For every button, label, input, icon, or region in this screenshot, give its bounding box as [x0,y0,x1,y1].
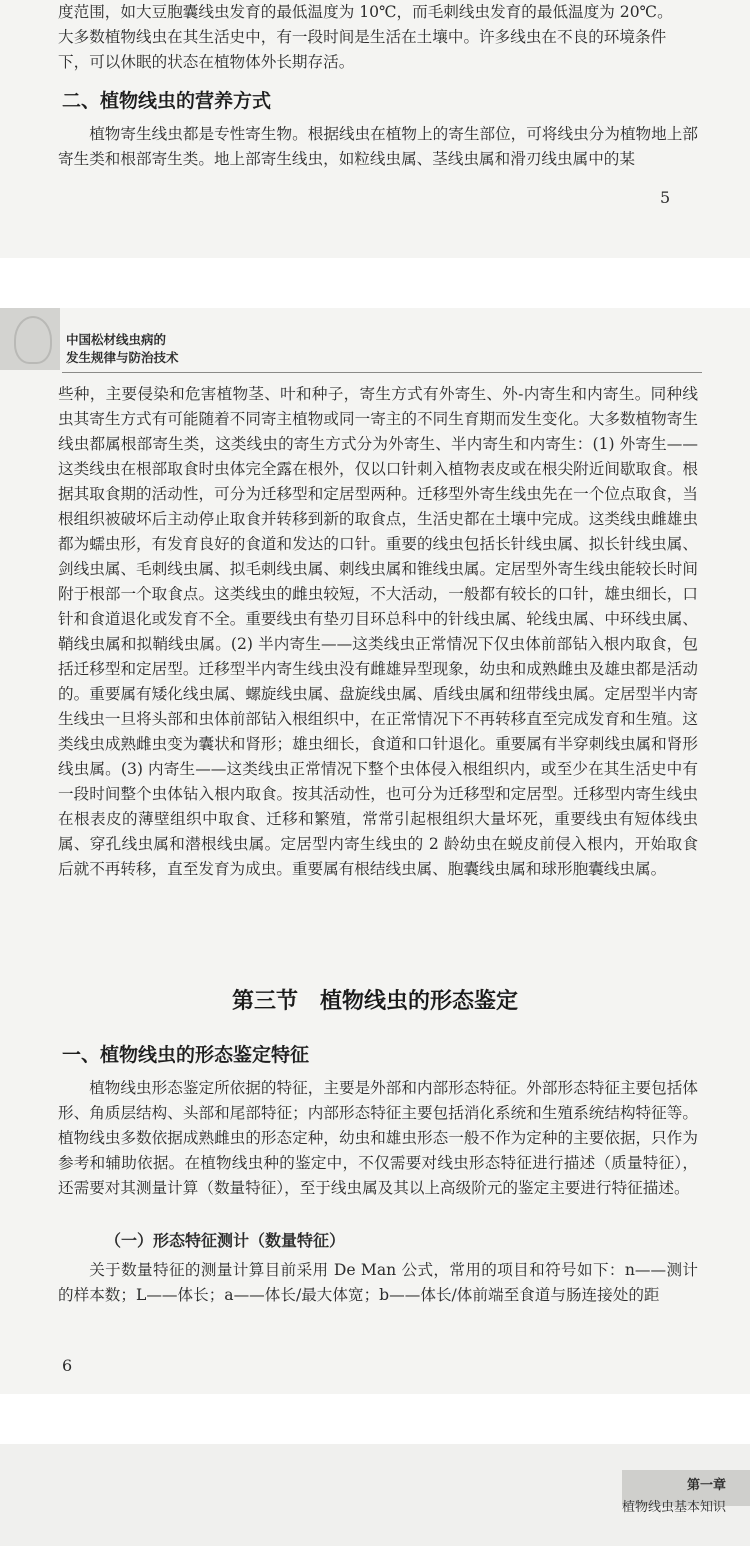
page5-top-paragraph [58,0,698,75]
section-heading-morphology: 一、植物线虫的形态鉴定特征 [62,1044,310,1066]
subsection-heading-measurement: （一）形态特征测计（数量特征） [105,1231,346,1250]
section-heading-nutrition: 二、植物线虫的营养方式 [62,90,272,112]
page5-section-paragraph [58,122,698,172]
page-7-header [0,1444,750,1546]
header-divider [62,372,702,373]
book-title-line2: 发生规律与防治技术 [66,350,179,365]
text-line: 大多数植物线虫在其生活史中，有一段时间是生活在土壤中。许多线虫在不良的环境条件 [58,28,667,46]
chapter-section-heading: 第三节 植物线虫的形态鉴定 [231,989,518,1014]
page-number: 5 [660,188,671,207]
parasitism-paragraph [58,382,698,882]
paragraph: 植物线虫形态鉴定所依据的特征，主要是外部和内部形态特征。外部形态特征主要包括体形、角质层结构、头部和尾部特征；内部形态特征主要包括消化系统和生殖系统结构特征等。植物线虫多数依据成熟雌虫的形态定种，幼虫和雄虫形态一般不作为定种的主要依据，只作为参考和辅助依据。在植物线虫种的鉴定中，不仅需要对线虫形态特征进行描述（质量特征），还需要对其测量计算（数量特征），至于线虫属及其以上高级阶元的鉴定主要进行特征描述。 [58,1079,698,1197]
book-title-line1: 中国松材线虫病的 [66,332,167,347]
header-emblem [0,308,60,370]
page-number: 6 [62,1356,73,1375]
text-line: 度范围，如大豆胞囊线虫发育的最低温度为 10℃，而毛刺线虫发育的最低温度为 20℃。 [58,3,673,21]
measurement-paragraph [58,1258,698,1308]
paragraph: 植物寄生线虫都是专性寄生物。根据线虫在植物上的寄生部位，可将线虫分为植物地上部寄生类和根部寄生类。地上部寄生线虫，如粒线虫属、茎线虫属和滑刃线虫属中的某 [58,125,698,168]
chapter-label: 第一章 [686,1478,726,1493]
paragraph: 关于数量特征的测量计算目前采用 De Man 公式，常用的项目和符号如下：n——测计的样本数；L——体长；a——体长/最大体宽；b——体长/体前端至食道与肠连接处的距 [58,1261,698,1304]
emblem-seal-icon [14,316,52,364]
page-6 [0,308,750,1394]
page-5 [0,0,750,258]
morphology-paragraph [58,1076,698,1201]
chapter-subtitle: 植物线虫基本知识 [621,1500,726,1515]
text-line: 下，可以休眠的状态在植物体外长期存活。 [58,53,355,71]
paragraph: 些种，主要侵染和危害植物茎、叶和种子，寄生方式有外寄生、外-内寄生和内寄生。同种线虫其寄生方式有可能随着不同寄主植物或同一寄主的不同生育期而发生变化。大多数植物寄生线虫都属根部寄生类，这类线虫的寄生方式分为外寄生、半内寄生和内寄生：(1) 外寄生——这类线虫在根部取食时虫体完全露在根外，仅以口针刺入植物表皮或在根尖附近间歇取食。根据其取食期的活动性，可分为迁移型和定居型两种。迁移型外寄生线虫先在一个位点取食，当根组织被破坏后主动停止取食并转移到新的取食点，生活史都在土壤中完成。这类线虫雌雄虫都为蠕虫形，有发育良好的食道和发达的口针。重要的线虫包括长针线虫属、拟长针线虫属、剑线虫属、毛刺线虫属、拟毛刺线虫属、刺线虫属和锥线虫属。定居型外寄生线虫能较长时间附于根部一个取食点。这类线虫的雌虫较短，不大活动，一般都有较长的口针，雄虫细长，口针和食道退化或发育不全。重要线虫有垫刃目环总科中的针线虫属、轮线虫属、中环线虫属、鞘线虫属和拟鞘线虫属。(2) 半内寄生——这类线虫正常情况下仅虫体前部钻入根内取食，包括迁移型和定居型。迁移型半内寄生线虫没有雌雄异型现象，幼虫和成熟雌虫及雄虫都是活动的。重要属有矮化线虫属、螺旋线虫属、盘旋线虫属、盾线虫属和纽带线虫属。定居型半内寄生线虫一旦将头部和虫体前部钻入根组织中，在正常情况下不再转移直至完成发育和生殖。这类线虫成熟雌虫变为囊状和肾形；雄虫细长，食道和口针退化。重要属有半穿刺线虫属和肾形线虫属。(3) 内寄生——这类线虫正常情况下整个虫体侵入根组织内，或至少在其生活史中有一段时间整个虫体钻入根内取食。按其活动性，也可分为迁移型和定居型。迁移型内寄生线虫在根表皮的薄壁组织中取食、迁移和繁殖，常常引起根组织大量坏死，重要线虫有短体线虫属、穿孔线虫属和潜根线虫属。定居型内寄生线虫的 2 龄幼虫在蜕皮前侵入根内，开始取食后就不再转移，直至发育为成虫。重要属有根结线虫属、胞囊线虫属和球形胞囊线虫属。 [58,385,698,878]
